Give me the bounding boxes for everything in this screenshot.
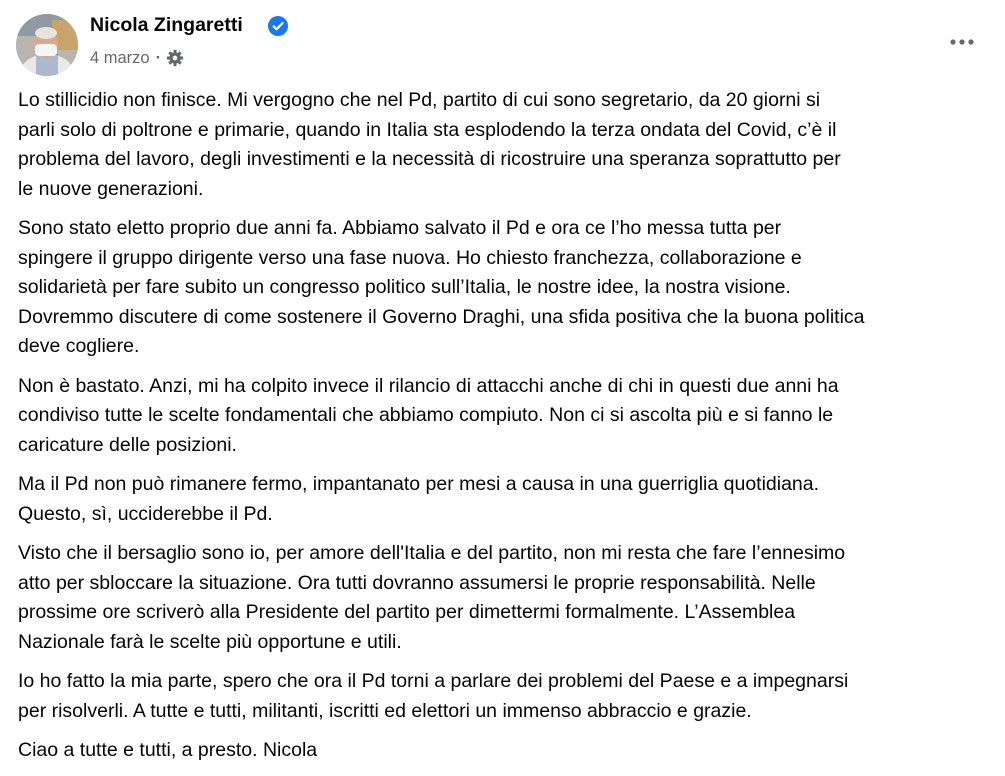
post-text-line: Lo stillicidio non finisce. Mi vergogno che nel Pd, partito di cui sono segretario, da 20 giorni si [18,89,821,111]
post-text-line: Ciao a tutte e tutti, a presto. Nicola [18,739,318,761]
post-paragraph [18,667,998,726]
post-text-line: atto per sbloccare la situazione. Ora tutti dovranno assumersi le proprie responsabilità. Nelle [18,571,816,594]
post-text-line: condiviso tutte le scelte fondamentali che abbiamo compiuto. Non ci si ascolta più e si fanno le [18,404,834,426]
post-text-line: Non è bastato. Anzi, mi ha colpito invece il rilancio di attacchi anche di chi in questi due anni ha [18,374,839,397]
post-meta [90,46,184,70]
post-text-line: Questo, sì, ucciderebbe il Pd. [18,502,273,525]
meta-separator: · [155,48,162,67]
settings-gear-icon[interactable] [166,49,184,67]
post-paragraph [18,470,998,529]
author-avatar[interactable] [16,14,78,76]
post-text-line: Visto che il bersaglio sono io, per amore dell'Italia e del partito, non mi resta che fare l’ennesimo [18,542,846,564]
post-text-line: le nuove generazioni. [18,177,204,200]
post-text-line: Nazionale farà le scelte più opportune e utili. [18,630,402,653]
post-text-line: parli solo di poltrone e primarie, quando in Italia sta esplodendo la terza ondata del Covid, c’è il [18,118,837,141]
post-text-line: deve cogliere. [18,335,140,357]
post-text-line: problema del lavoro, degli investimenti e la necessità di ricostruire una speranza soprattutto per [18,148,841,170]
post-text-line: prossime ore scriverò alla Presidente del partito per dimettermi formalmente. L’Assemblea [18,601,796,623]
post-paragraph [18,214,998,362]
post-paragraph [18,539,998,657]
post-text [18,86,998,776]
post-text-line: Sono stato eletto proprio due anni fa. Abbiamo salvato il Pd e ora ce l’ho messa tutta per [18,217,782,239]
post-paragraph [18,736,998,766]
post-paragraph [18,86,998,204]
post-text-line: solidarietà per fare subito un congresso politico sull’Italia, le nostre idee, la nostra visione. [18,276,791,298]
post-text-line: Ma il Pd non può rimanere fermo, impantanato per mesi a causa in una guerriglia quotidiana. [18,473,820,495]
more-options-button[interactable] [940,24,984,60]
author-name[interactable]: Nicola Zingaretti [90,14,243,36]
verified-badge-icon [268,16,288,36]
more-options-icon [949,38,975,46]
post-text-line: Dovremmo discutere di come sostenere il Governo Draghi, una sfida positiva che la buona politica [18,305,865,328]
post-text-line: caricature delle posizioni. [18,433,237,456]
post-date[interactable]: 4 marzo [90,48,150,67]
post-text-line: Io ho fatto la mia parte, spero che ora il Pd torni a parlare dei problemi del Paese e a impegnarsi [18,670,849,692]
post-text-line: per risolverli. A tutte e tutti, militanti, iscritti ed elettori un immenso abbraccio e grazie. [18,699,752,722]
post-paragraph [18,372,998,461]
post-text-line: spingere il gruppo dirigente verso una fase nuova. Ho chiesto franchezza, collaborazione e [18,246,802,269]
